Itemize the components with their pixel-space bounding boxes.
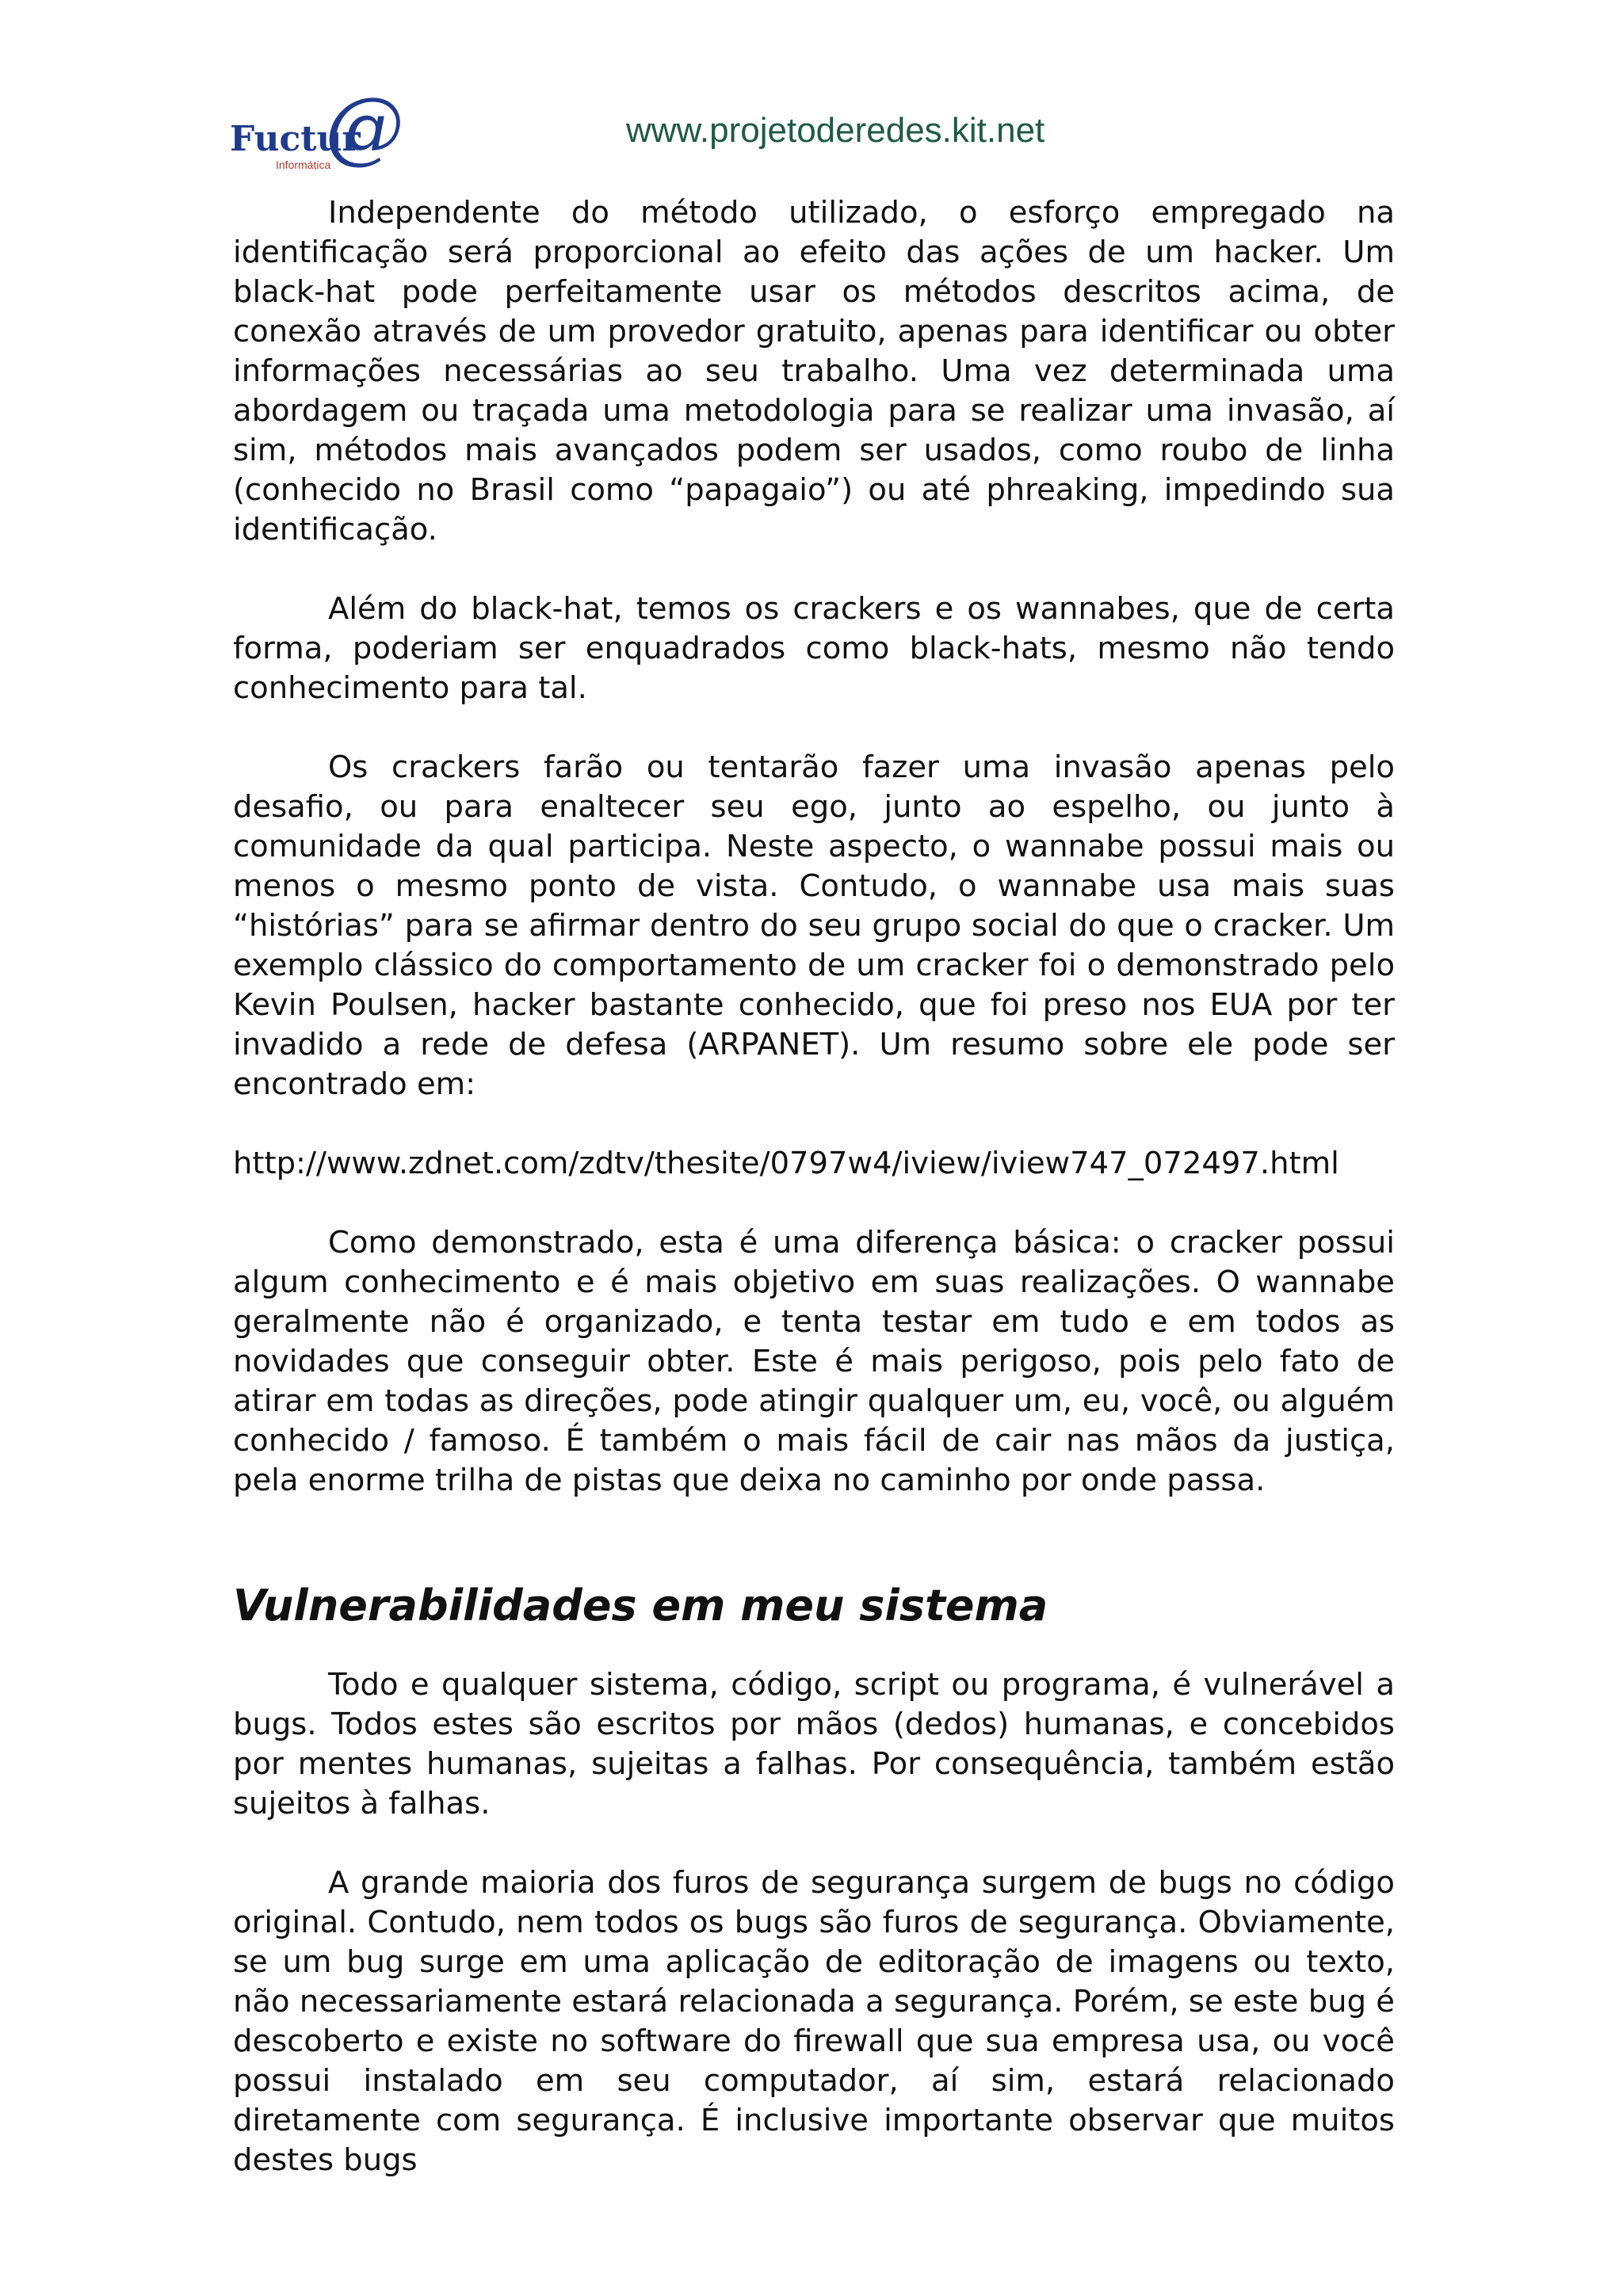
paragraph: Todo e qualquer sistema, código, script ou programa, é vulnerável a bugs. Todos estes são escritos por mãos (dedos) humanas, e concebidos por mentes humanas, sujeitas a falhas. Por consequência, também estão sujeitos à falhas.: [233, 1667, 1395, 1821]
paragraph: Os crackers farão ou tentarão fazer uma invasão apenas pelo desafio, ou para enaltecer seu ego, junto ao espelho, ou junto à comunidade da qual participa. Neste aspecto, o wannabe possui mais ou menos o mesmo ponto de vista. Contudo, o wannabe usa mais suas “histórias” para se afirmar dentro do seu grupo social do que o cracker. Um exemplo clássico do comportamento de um cracker foi o demonstrado pelo Kevin Poulsen, hacker bastante conhecido, que foi preso nos EUA por ter invadido a rede de defesa (ARPANET). Um resumo sobre ele pode ser encontrado em:: [233, 749, 1395, 1102]
logo-subtitle: Informática: [276, 158, 331, 171]
header-url[interactable]: www.projetoderedes.kit.net: [626, 111, 1045, 150]
paragraph: A grande maioria dos furos de segurança surgem de bugs no código original. Contudo, nem todos os bugs são furos de segurança. Obviamente, se um bug surge em uma aplicação de editoração de imagens ou texto, não necessariamente estará relacionada a segurança. Porém, se este bug é descoberto e existe no software do firewall que sua empresa usa, ou você possui instalado em seu computador, aí sim, estará relacionado diretamente com segurança. É inclusive importante observar que muitos destes bugs: [233, 1865, 1395, 2178]
fuctura-logo: [230, 80, 420, 182]
paragraph: Além do black-hat, temos os crackers e os wannabes, que de certa forma, poderiam ser enquadrados como black-hats, mesmo não tendo conhecimento para tal.: [233, 591, 1395, 706]
paragraph: Como demonstrado, esta é uma diferença básica: o cracker possui algum conhecimento e é mais objetivo em suas realizações. O wannabe geralmente não é organizado, e tenta testar em tudo e em todos as novidades que conseguir obter. Este é mais perigoso, pois pelo fato de atirar em todas as direções, pode atingir qualquer um, eu, você, ou alguém conhecido / famoso. É também o mais fácil de cair nas mãos da justiça, pela enorme trilha de pistas que deixa no caminho por onde passa.: [233, 1225, 1395, 1498]
logo-at-symbol: @: [325, 80, 404, 173]
document-body: [233, 193, 1395, 2180]
page-header: [0, 0, 1623, 174]
logo-text: Fuctur: [230, 119, 361, 159]
paragraph: Independente do método utilizado, o esforço empregado na identificação será proporcional ao efeito das ações de um hacker. Um black-hat pode perfeitamente usar os métodos descritos acima, de conexão através de um provedor gratuito, apenas para identificar ou obter informações necessárias ao seu trabalho. Uma vez determinada uma abordagem ou traçada uma metodologia para se realizar uma invasão, aí sim, métodos mais avançados podem ser usados, como roubo de linha (conhecido no Brasil como “papagaio”) ou até phreaking, impedindo sua identificação.: [233, 195, 1395, 547]
section-heading: Vulnerabilidades em meu sistema: [233, 1581, 1048, 1630]
zdnet-link[interactable]: http://www.zdnet.com/zdtv/thesite/0797w4/iview/iview747_072497.html: [233, 1146, 1339, 1181]
